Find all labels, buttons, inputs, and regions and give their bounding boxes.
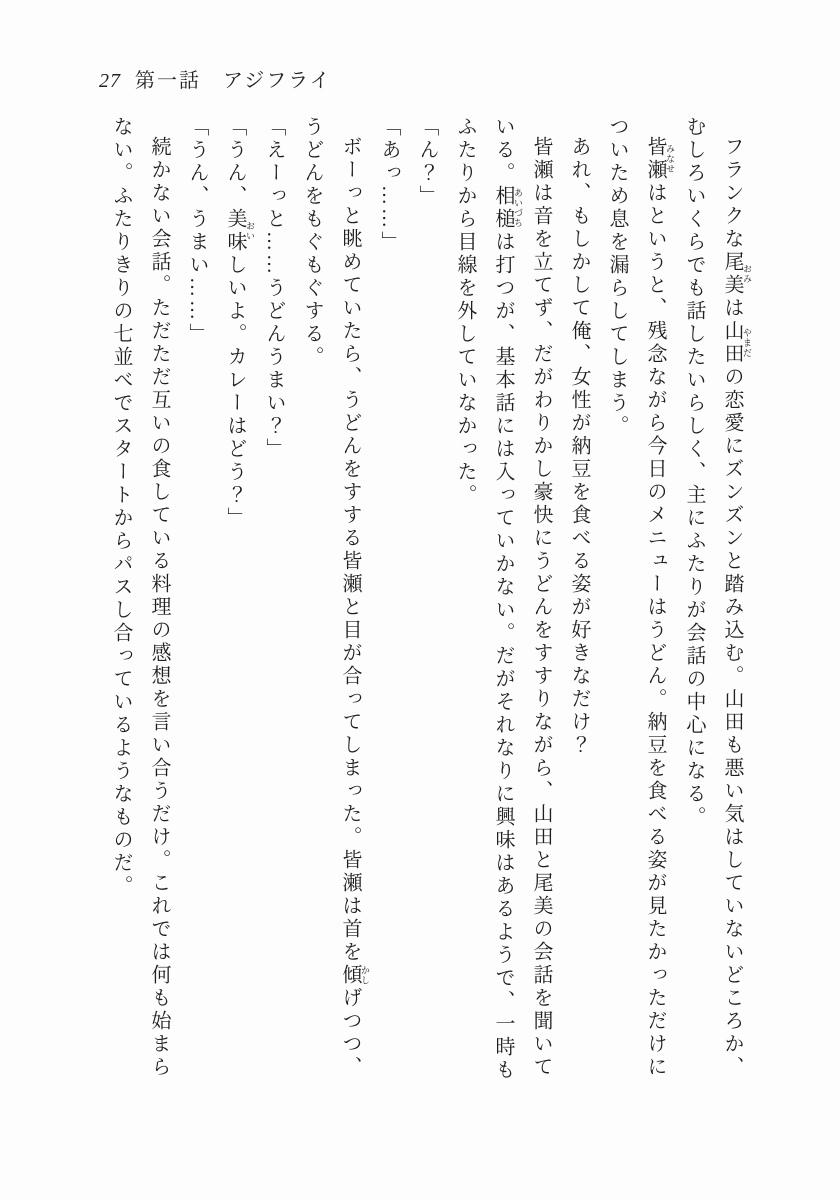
running-header bbox=[99, 64, 332, 93]
paragraph-6: 「あっ……」 bbox=[378, 116, 400, 254]
furigana-term: 尾美 おみ bbox=[721, 251, 752, 297]
paragraph-11: 続かない会話。ただただ互いの食している料理の感想を言い合うだけ。これでは何も始まらない。ふたりきりの七並べでスタートからパスし合っているようなものだ。 bbox=[110, 116, 170, 1079]
body-text-vertical bbox=[92, 116, 752, 1086]
chapter-title: 第一話 アジフライ bbox=[135, 70, 332, 92]
paragraph-7: ボーっと眺めていたら、うどんをすする皆瀬と目が合ってしまった。皆瀬は首を傾 かしげつつ、うどんをもぐもぐする。 bbox=[301, 116, 370, 1079]
furigana-term: 傾 かし bbox=[339, 964, 370, 987]
paragraph-10: 「うん、うまい……」 bbox=[186, 116, 208, 346]
paragraph-3: あれ、もしかして俺、女性が納豆を食べる姿が好きなだけ？ bbox=[568, 136, 590, 757]
paragraph-5: 「ん？」 bbox=[416, 116, 438, 208]
page-number: 27 bbox=[99, 70, 121, 92]
paragraph-1: フランクな尾美 おみは山田 やまだの恋愛にズンズンと踏み込む。山田も悪い気はしていないどころか、むしろいくらでも話したいらしく、主にふたりが会話の中心になる。 bbox=[683, 116, 752, 1079]
furigana-term: 美味 おい bbox=[224, 208, 255, 254]
furigana-term: 山田 やまだ bbox=[721, 320, 752, 366]
paragraph-2: 皆瀬 みなせはというと、残念ながら今日のメニューはうどん。納豆を食べる姿が見たかっただけについため息を漏らしてしまう。 bbox=[606, 116, 675, 1079]
paragraph-9: 「うん、美味 おいしいよ。カレーはどう？」 bbox=[224, 116, 255, 530]
paragraph-8: 「えーっと……うどんうまい？」 bbox=[263, 116, 285, 461]
paragraph-4: 皆瀬は音を立てず、だがわりかし豪快にうどんをすすりながら、山田と尾美の会話を聞いている。相槌 あいづちは打つが、基本話には入っていかない。だがそれなりに興味はあるようで、一時もふたりから目線を外していなかった。 bbox=[454, 116, 552, 1082]
furigana-term: 相槌 あいづち bbox=[492, 185, 523, 231]
furigana-term: 皆瀬 みなせ bbox=[644, 136, 675, 182]
